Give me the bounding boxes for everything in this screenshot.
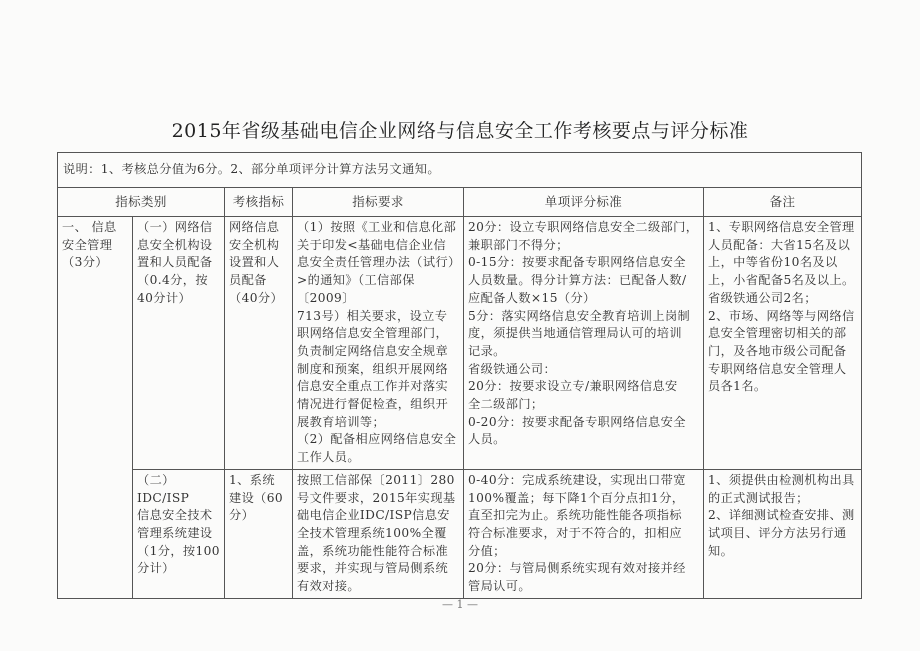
header-indicator: 考核指标	[225, 188, 293, 217]
text-line: 0-15分：按要求配备专职网络信息安全	[468, 255, 686, 270]
text-line: 安全管理	[62, 237, 113, 252]
text-line: 息安全管理密切相关的部	[708, 326, 847, 341]
scoring-table	[57, 152, 862, 599]
text-line: 2、详细测试检查安排、测	[708, 508, 855, 523]
text-line: 人员数量。得分计算方法：已配备人数/	[468, 273, 687, 288]
scoring-cell	[464, 469, 704, 598]
requirement-cell	[293, 469, 464, 598]
text-line: 息安全机构设	[137, 237, 213, 252]
text-line: 置和人员配备	[137, 255, 213, 270]
text-line: 关于印发<基础电信企业信	[297, 237, 447, 252]
text-line: 上，中等省份10名及以	[708, 255, 838, 270]
text-line: 知。	[708, 543, 734, 558]
text-line: （0.4分，按	[137, 273, 208, 288]
text-line: 713号）相关要求，设立专	[297, 308, 448, 323]
text-line: 应配备人数×15（分）	[468, 290, 596, 305]
text-line: 盖，系统功能性能符合标准	[297, 543, 449, 558]
text-line: 0-40分：完成系统建设，实现出口带宽	[468, 472, 686, 487]
text-line: 管理系统建设	[137, 525, 213, 540]
table-row	[58, 469, 862, 598]
text-line: 负责制定网络信息安全规章	[297, 343, 449, 358]
header-requirement: 指标要求	[293, 188, 464, 217]
text-line: （40分）	[229, 290, 284, 305]
text-line: 20分：设立专职网络信息安全二级部门，	[468, 220, 699, 234]
text-line: 安全机构	[229, 237, 280, 252]
header-scoring: 单项评分标准	[464, 188, 704, 217]
page-number: — 1 —	[442, 598, 478, 611]
text-line: 全技术管理系统100%全覆	[297, 525, 447, 540]
text-line: 工作人员。	[297, 450, 360, 465]
text-line: 分计）	[137, 561, 175, 576]
scoring-cell	[464, 217, 704, 470]
text-line: 展教育培训等；	[297, 414, 386, 429]
text-line: （二）IDC/ISP	[137, 472, 190, 505]
text-line: 一、 信息	[62, 220, 117, 234]
category-main-cell	[58, 217, 133, 599]
text-line: 人员。	[468, 432, 506, 447]
text-line: 20分：与管局侧系统实现有效对接并经	[468, 561, 686, 576]
text-line: 直至扣完为止。系统功能性能各项指标	[468, 508, 682, 523]
text-line: 建设（60	[229, 490, 284, 505]
subcategory-cell	[133, 217, 225, 470]
text-line: （1分，按100	[137, 543, 220, 558]
note-text: 说明：1、考核总分值为6分。2、部分单项评分计算方法另文通知。	[58, 153, 862, 188]
text-line: （2）配备相应网络信息安全	[297, 432, 457, 447]
document-title: 2015年省级基础电信企业网络与信息安全工作考核要点与评分标准	[171, 120, 749, 142]
text-line: （1）按照《工业和信息化部	[297, 220, 457, 234]
indicator-cell	[225, 217, 293, 470]
text-line: 省级铁通公司2名；	[708, 290, 817, 305]
text-line: 全二级部门；	[468, 397, 544, 412]
subcategory-cell	[133, 469, 225, 598]
text-line: 兼职部门不得分；	[468, 237, 569, 252]
text-line: （一）网络信	[137, 220, 213, 234]
note-row	[58, 153, 862, 188]
text-line: 100%覆盖；每下降1个百分点扣1分，	[468, 490, 685, 505]
text-line: 度，须提供当地通信管理局认可的培训	[468, 326, 682, 341]
text-line: 管局认可。	[468, 579, 531, 594]
text-line: 5分：落实网络信息安全教育培训上岗制	[468, 308, 691, 323]
text-line: 试项目、评分方法另行通	[708, 525, 847, 540]
text-line: 设置和人	[229, 255, 280, 270]
text-line: （3分）	[62, 255, 108, 270]
text-line: 员配备	[229, 273, 267, 288]
header-row	[58, 188, 862, 217]
text-line: 础电信企业IDC/ISP信息安	[297, 508, 450, 523]
text-line: 要求，并实现与管局侧系统	[297, 561, 449, 576]
text-line: 按照工信部保〔2011〕280	[297, 472, 455, 487]
header-remarks: 备注	[704, 188, 862, 217]
text-line: 信息安全技术	[137, 508, 213, 523]
text-line: 记录。	[468, 343, 506, 358]
text-line: 的正式测试报告；	[708, 490, 809, 505]
text-line: 门，及各地市级公司配备	[708, 343, 847, 358]
text-line: 1、系统	[229, 472, 275, 487]
text-line: 息安全责任管理办法（试行）	[297, 255, 461, 270]
text-line: 上，小省配备5名及以上。	[708, 273, 855, 288]
text-line: 员各1名。	[708, 379, 767, 394]
indicator-cell	[225, 469, 293, 598]
text-line: 制度和预案，组织开展网络	[297, 361, 449, 376]
table-row	[58, 217, 862, 470]
text-line: 信息安全重点工作并对落实	[297, 379, 449, 394]
text-line: 分值；	[468, 543, 506, 558]
text-line: 省级铁通公司：	[468, 361, 557, 376]
text-line: 情况进行督促检查，组织开	[297, 397, 449, 412]
text-line: >的通知》（工信部保〔2009〕	[297, 273, 415, 305]
text-line: 符合标准要求，对于不符合的，扣相应	[468, 525, 682, 540]
text-line: 网络信息	[229, 220, 280, 234]
text-line: 40分计）	[137, 290, 192, 305]
text-line: 分）	[229, 508, 255, 523]
text-line: 1、须提供由检测机构出具	[708, 472, 855, 487]
text-line: 有效对接。	[297, 579, 360, 594]
text-line: 人员配备：大省15名及以	[708, 237, 851, 252]
text-line: 0-20分：按要求配备专职网络信息安全	[468, 414, 686, 429]
remarks-cell	[704, 469, 862, 598]
text-line: 20分：按要求设立专/兼职网络信息安	[468, 379, 678, 394]
text-line: 1、专职网络信息安全管理	[708, 220, 855, 234]
requirement-cell	[293, 217, 464, 470]
remarks-cell	[704, 217, 862, 470]
header-category: 指标类别	[58, 188, 225, 217]
text-line: 号文件要求，2015年实现基	[297, 490, 456, 505]
text-line: 2、市场、网络等与网络信	[708, 308, 855, 323]
text-line: 专职网络信息安全管理人	[708, 361, 847, 376]
text-line: 职网络信息安全管理部门，	[297, 326, 449, 341]
